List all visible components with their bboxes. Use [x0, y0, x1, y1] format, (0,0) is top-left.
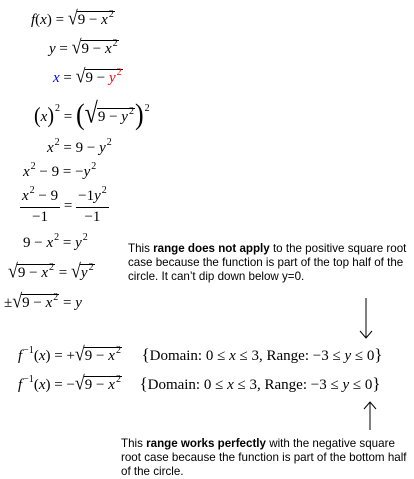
exponent: 2	[55, 103, 61, 114]
var-y: y	[75, 235, 82, 251]
domain-upper-range-label: ≤ 3, Range: −3 ≤	[235, 348, 345, 364]
var-y-swapped: y	[109, 70, 116, 86]
exponent: 2	[115, 345, 121, 356]
radical-sign: √	[71, 36, 82, 58]
exponent: 2	[115, 374, 121, 385]
equals-sign: =	[59, 41, 68, 57]
exponent: 2	[82, 232, 88, 243]
var-x: x	[23, 164, 30, 180]
up-arrow-icon	[364, 402, 376, 430]
var-y: y	[99, 140, 106, 156]
var-x: x	[22, 188, 29, 204]
domain-label: Domain: 0 ≤	[147, 377, 228, 393]
equals-sign: =	[59, 295, 76, 311]
var-y: y	[80, 265, 88, 281]
minus: −	[88, 12, 98, 28]
minus: −	[109, 109, 118, 125]
nine-minus: 9 −	[23, 235, 47, 251]
var-y: y	[121, 109, 128, 125]
radical-sign: √	[12, 290, 23, 312]
exponent: 2	[54, 137, 60, 148]
radical-sign: √	[74, 343, 85, 365]
radical-sign: √	[67, 6, 78, 29]
exponent: 2	[108, 9, 114, 20]
var-x: x	[46, 235, 54, 251]
coefficient: −1	[78, 188, 95, 204]
exponent: 2	[29, 185, 35, 196]
exponent: 2	[116, 67, 122, 78]
exponent: 2	[30, 161, 36, 172]
down-arrow-icon	[360, 298, 372, 338]
var-x: x	[105, 41, 112, 57]
note-prefix: This	[128, 242, 154, 255]
equation-line-1: $f(x) = √9 - x^2$	[31, 6, 114, 29]
var-x: x	[227, 377, 234, 393]
var-x: x	[101, 12, 108, 28]
radical-sign: √	[8, 260, 18, 282]
var-y: y	[83, 164, 91, 180]
inverse-positive-line: $f^{-1}(x) = +√9 - x^2$ {Domain: 0 ≤ x ≤ 3, Range: −3 ≤ y ≤ 0}	[18, 343, 383, 365]
var-x: x	[45, 295, 53, 311]
exponent: 2	[88, 262, 94, 273]
equals-minus: = −	[50, 377, 75, 393]
minus: −	[92, 41, 102, 57]
var-x: x	[229, 348, 236, 364]
inverse-negative-line: $f^{-1}(x) = -√9 - x^2$ {Domain: 0 ≤ x ≤ 3, Range: −3 ≤ y ≤ 0}	[18, 372, 381, 394]
domain-upper-range-label: ≤ 3, Range: −3 ≤	[233, 377, 343, 393]
var-x: x	[38, 377, 46, 393]
exponent: 2	[106, 137, 112, 148]
exponent: 2	[91, 161, 97, 172]
nine-minus: 9 −	[84, 377, 109, 393]
exponent: 2	[112, 38, 118, 49]
equals-sign: =	[55, 265, 71, 281]
equals-plus: = +	[50, 348, 75, 364]
equals-nine-minus: = 9 −	[63, 140, 96, 156]
exponent: 2	[101, 185, 107, 196]
equation-middle: − 9 = −	[35, 164, 84, 180]
var-y: y	[94, 188, 101, 204]
var-x-swapped: x	[53, 70, 60, 86]
note-body: with the negative square root case because the function is part of the bottom half of the circle.	[121, 437, 407, 478]
note-range-works-perfectly	[121, 437, 411, 479]
var-x: x	[108, 377, 115, 393]
radical-sign: √	[71, 260, 81, 282]
denominator: −1	[32, 209, 49, 225]
note-emphasis: range does not apply	[153, 242, 270, 255]
exponent: 2	[54, 232, 60, 243]
const-9: 9	[97, 109, 106, 125]
var-y: y	[75, 295, 82, 311]
radical-sign: √	[74, 372, 85, 394]
radical-sign: √	[84, 98, 98, 130]
var-x: x	[38, 348, 46, 364]
note-emphasis: range works perfectly	[146, 437, 266, 450]
radical-sign: √	[75, 65, 86, 87]
equals-sign: =	[63, 70, 72, 86]
domain-label: Domain: 0 ≤	[149, 348, 230, 364]
const-9: 9	[77, 12, 86, 28]
var-x: x	[41, 265, 49, 281]
exponent: 2	[49, 262, 55, 273]
inverse-exponent: −1	[23, 345, 34, 356]
var-x: x	[40, 12, 47, 28]
equals-sign: =	[63, 109, 73, 125]
exponent: 2	[128, 106, 134, 117]
inverse-exponent: −1	[23, 374, 34, 385]
note-prefix: This	[121, 437, 147, 450]
var-y: y	[344, 348, 352, 364]
range-upper: ≤ 0	[351, 348, 375, 364]
note-body: to the positive square root case because the function is part of the top half of the circle. It can’t dip down below y=0.	[128, 242, 407, 283]
equation-line-4: $(x)^2 = (√9 - y^2)^2$	[34, 97, 150, 132]
nine-minus: 9 −	[84, 348, 109, 364]
equals-sign: =	[59, 235, 76, 251]
var-y: y	[49, 41, 56, 57]
nine-minus: 9 −	[22, 295, 46, 311]
const-9: 9	[85, 70, 94, 86]
var-x: x	[40, 109, 48, 125]
outer-exponent: 2	[144, 103, 150, 114]
equals-sign: =	[63, 197, 73, 214]
function-f: f	[18, 348, 23, 364]
function-f: f	[18, 377, 23, 393]
denominator: −1	[84, 209, 101, 225]
function-f: f	[31, 12, 36, 28]
radicand	[84, 347, 122, 364]
equals-sign: =	[55, 12, 65, 28]
nine-minus: 9 −	[17, 265, 42, 281]
var-x: x	[108, 348, 115, 364]
minus: −	[96, 70, 106, 86]
range-upper: ≤ 0	[349, 377, 373, 393]
const-9: 9	[81, 41, 90, 57]
radicand	[84, 376, 122, 393]
var-y: y	[342, 377, 350, 393]
plus-minus: ±	[4, 295, 13, 311]
numerator-rest: − 9	[34, 188, 59, 204]
var-x: x	[47, 140, 54, 156]
exponent: 2	[53, 292, 59, 303]
